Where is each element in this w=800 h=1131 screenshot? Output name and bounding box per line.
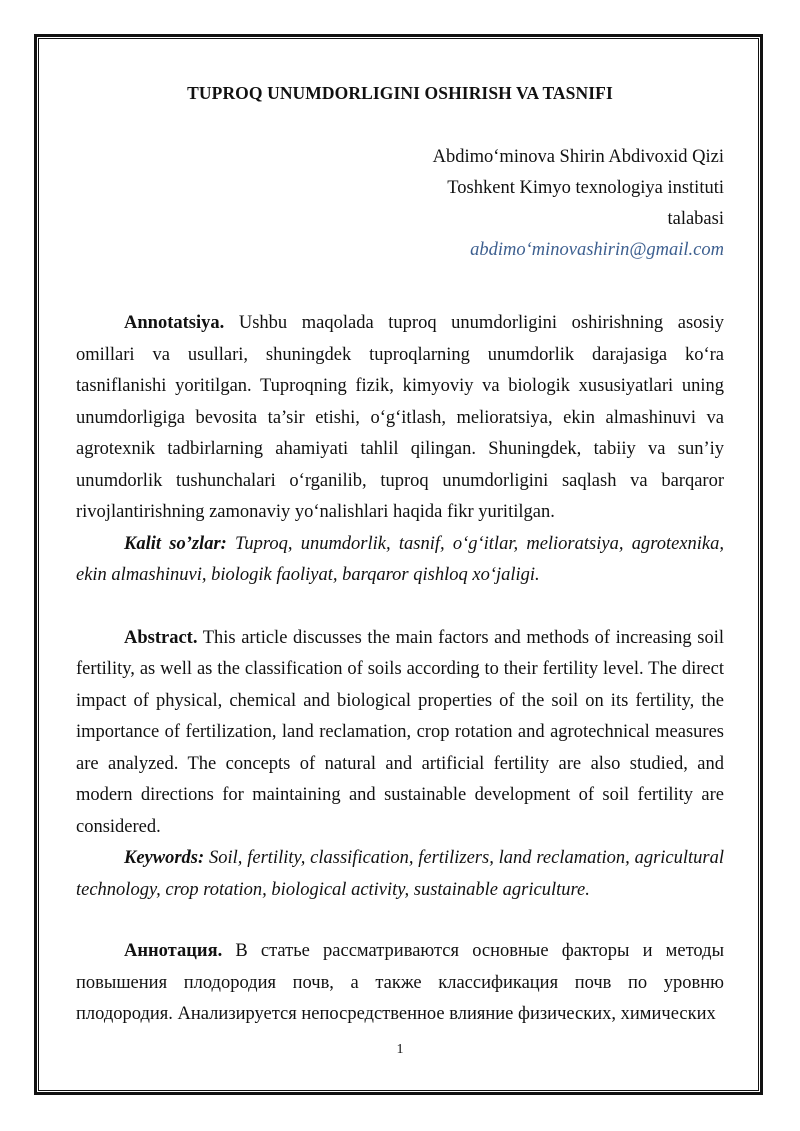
- keywords-uz-lead: Kalit so’zlar:: [124, 533, 227, 554]
- author-block: [76, 142, 724, 266]
- annotation-uz-text: Ushbu maqolada tuproq unumdorligini oshirishning asosiy omillari va usullari, shuningdek tuproqlarning unumdorlik darajasiga ko‘ra tasniflanishi yoritilgan. Tuproqning fizik, kimyoviy va biologik xususiyatlari uning unumdorligiga bevosita ta’sir etishi, o‘g‘itlash, melioratsiya, ekin almashinuvi va agrotexnik tadbirlarning ahamiyati tahlil qilingan. Shuningdek, tabiiy va sun’iy unumdorlik tushunchalari o‘rganilib, tuproq unumdorligini saqlash va barqaror rivojlantirishning zamonaviy yo‘nalishlari haqida fikr yuritilgan.: [76, 313, 724, 522]
- annotation-ru: [76, 936, 724, 1031]
- author-institution: Toshkent Kimyo texnologiya instituti: [447, 178, 724, 198]
- abstract-en: [76, 623, 724, 844]
- abstract-en-text: This article discusses the main factors and methods of increasing soil fertility, as well as the classification of soils according to their fertility level. The direct impact of physical, chemical and biological properties of the soil on its fertility, the importance of fertilization, land reclamation, crop rotation and agrotechnical measures are analyzed. The concepts of natural and artificial fertility are also studied, and modern directions for maintaining and sustainable development of soil fertility are considered.: [76, 627, 724, 837]
- author-email[interactable]: abdimo‘minovashirin@gmail.com: [470, 240, 724, 260]
- author-name: Abdimo‘minova Shirin Abdivoxid Qizi: [432, 147, 724, 167]
- keywords-uz-text: Tuproq, unumdorlik, tasnif, o‘g‘itlar, melioratsiya, agrotexnika, ekin almashinuvi, biologik faoliyat, barqaror qishloq xo‘jaligi.: [76, 533, 724, 585]
- annotation-uz-lead: Annotatsiya.: [124, 313, 225, 333]
- keywords-en-lead: Keywords:: [124, 848, 205, 868]
- document-body: [76, 83, 724, 1031]
- annotation-uz: [76, 308, 724, 529]
- annotation-ru-text: В статье рассматриваются основные факторы и методы повышения плодородия почв, а также классификация почв по уровню плодородия. Анализируется непосредственное влияние физических, химических: [76, 941, 724, 1024]
- abstract-en-lead: Abstract.: [124, 627, 198, 648]
- paper-title: TUPROQ UNUMDORLIGINI OSHIRISH VA TASNIFI: [187, 83, 613, 103]
- page-number: 1: [396, 1042, 404, 1057]
- keywords-en-text: Soil, fertility, classification, fertilizers, land reclamation, agricultural technology, crop rotation, biological activity, sustainable agriculture.: [76, 848, 724, 900]
- keywords-en: [76, 843, 724, 906]
- keywords-uz: [76, 529, 724, 592]
- spacer: [76, 592, 724, 623]
- author-role: talabasi: [667, 209, 724, 229]
- annotation-ru-lead: Аннотация.: [124, 941, 223, 961]
- spacer: [76, 906, 724, 936]
